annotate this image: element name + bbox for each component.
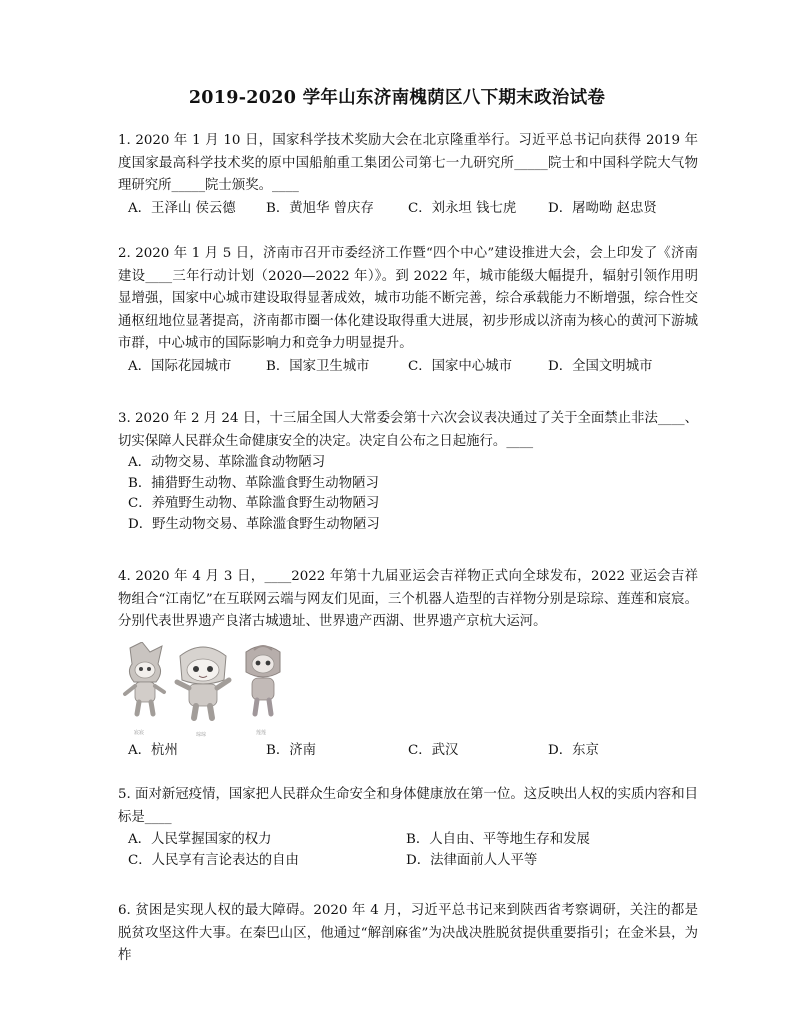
question-5 <box>118 784 698 871</box>
option-b[interactable]: B．捕猎野生动物、革除滥食野生动物陋习 <box>128 475 379 491</box>
mascot-label: 莲莲 <box>256 729 267 736</box>
option-c[interactable]: C．刘永坦 钱七虎 <box>408 200 517 216</box>
page-title: 2019-2020 学年山东济南槐荫区八下期末政治试卷 <box>188 88 606 108</box>
option-b[interactable]: B．黄旭华 曾庆存 <box>266 200 374 216</box>
options <box>118 740 698 763</box>
option-a[interactable]: A．国际花园城市 <box>128 358 232 374</box>
option-d[interactable]: D．屠呦呦 赵忠贤 <box>548 200 657 216</box>
question-text: 5. 面对新冠疫情，国家把人民群众生命安全和身体健康放在第一位。这反映出人权的实质内容和目标是____ <box>118 787 698 825</box>
mascot-lianlian-image <box>240 642 286 722</box>
question-text: 2. 2020 年 1 月 5 日，济南市召开市委经济工作暨“四个中心”建设推进大会，会上印发了《济南建设____三年行动计划（2020—2022 年）》。到 2022 年，城市能级大幅提升，辐射引领作用明显增强，国家中心城市建设取得显著成效，城市功能不断完善，综合承载能力不断增强，综合性交通枢纽地位显著提高，济南都市圈一体化建设取得重大进展，初步形成以济南为核心的黄河下游城市群，中心城市的国际影响力和竞争力明显提升。 <box>118 246 698 351</box>
option-c[interactable]: C．武汉 <box>408 742 459 758</box>
mascot-label: 宸宸 <box>134 729 145 736</box>
options <box>118 356 698 379</box>
option-d[interactable]: D．全国文明城市 <box>548 358 653 374</box>
option-b[interactable]: B．国家卫生城市 <box>266 358 370 374</box>
options <box>118 198 698 221</box>
question-6 <box>118 900 698 968</box>
question-4 <box>118 566 698 762</box>
question-3 <box>118 408 698 535</box>
mascot-congcong-image <box>172 642 234 724</box>
mascot-label: 琮琮 <box>196 731 207 738</box>
option-d[interactable]: D．法律面前人人平等 <box>406 853 538 868</box>
options-row-1 <box>118 829 698 850</box>
option-b[interactable]: B．人自由、平等地生存和发展 <box>406 832 590 847</box>
question-text: 4. 2020 年 4 月 3 日，____2022 年第十九届亚运会吉祥物正式向全球发布，2022 亚运会吉祥物组合“江南忆”在互联网云端与网友们见面，三个机器人造型的吉祥物分别是琮琮、莲莲和宸宸。分别代表世界遗产良渚古城遗址、世界遗产西湖、世界遗产京杭大运河。 <box>118 569 698 629</box>
mascot-image <box>120 642 290 738</box>
option-c[interactable]: C．人民享有言论表达的自由 <box>128 853 299 868</box>
option-a[interactable]: A．动物交易、革除滥食动物陋习 <box>128 455 326 470</box>
option-b[interactable]: B．济南 <box>266 742 317 758</box>
question-text: 3. 2020 年 2 月 24 日，十三届全国人大常委会第十六次会议表决通过了关于全面禁止非法____、切实保障人民群众生命健康安全的决定。决定自公布之日起施行。____ <box>118 411 699 449</box>
option-d[interactable]: D．东京 <box>548 742 599 758</box>
option-c[interactable]: C．养殖野生动物、革除滥食野生动物陋习 <box>128 496 380 511</box>
mascot-chenchen-image <box>120 642 170 722</box>
options-row-2 <box>118 850 698 871</box>
option-a[interactable]: A．人民掌握国家的权力 <box>128 832 272 847</box>
question-2 <box>118 243 698 378</box>
option-a[interactable]: A．王泽山 侯云德 <box>128 200 236 216</box>
option-a[interactable]: A．杭州 <box>128 742 178 758</box>
option-c[interactable]: C．国家中心城市 <box>408 358 512 374</box>
option-d[interactable]: D．野生动物交易、革除滥食野生动物陋习 <box>128 516 380 532</box>
question-1 <box>118 130 698 220</box>
question-text: 6. 贫困是实现人权的最大障碍。2020 年 4 月，习近平总书记来到陕西省考察调研，关注的都是脱贫攻坚这件大事。在秦巴山区，他通过“解剖麻雀”为决战决胜脱贫提供重要指引；在金米县，为柞 <box>118 903 698 963</box>
question-text: 1. 2020 年 1 月 10 日，国家科学技术奖励大会在北京隆重举行。习近平总书记向获得 2019 年度国家最高科学技术奖的原中国船舶重工集团公司第七一九研究所_____院士和中国科学院大气物理研究所_____院士颁奖。____ <box>118 133 698 193</box>
